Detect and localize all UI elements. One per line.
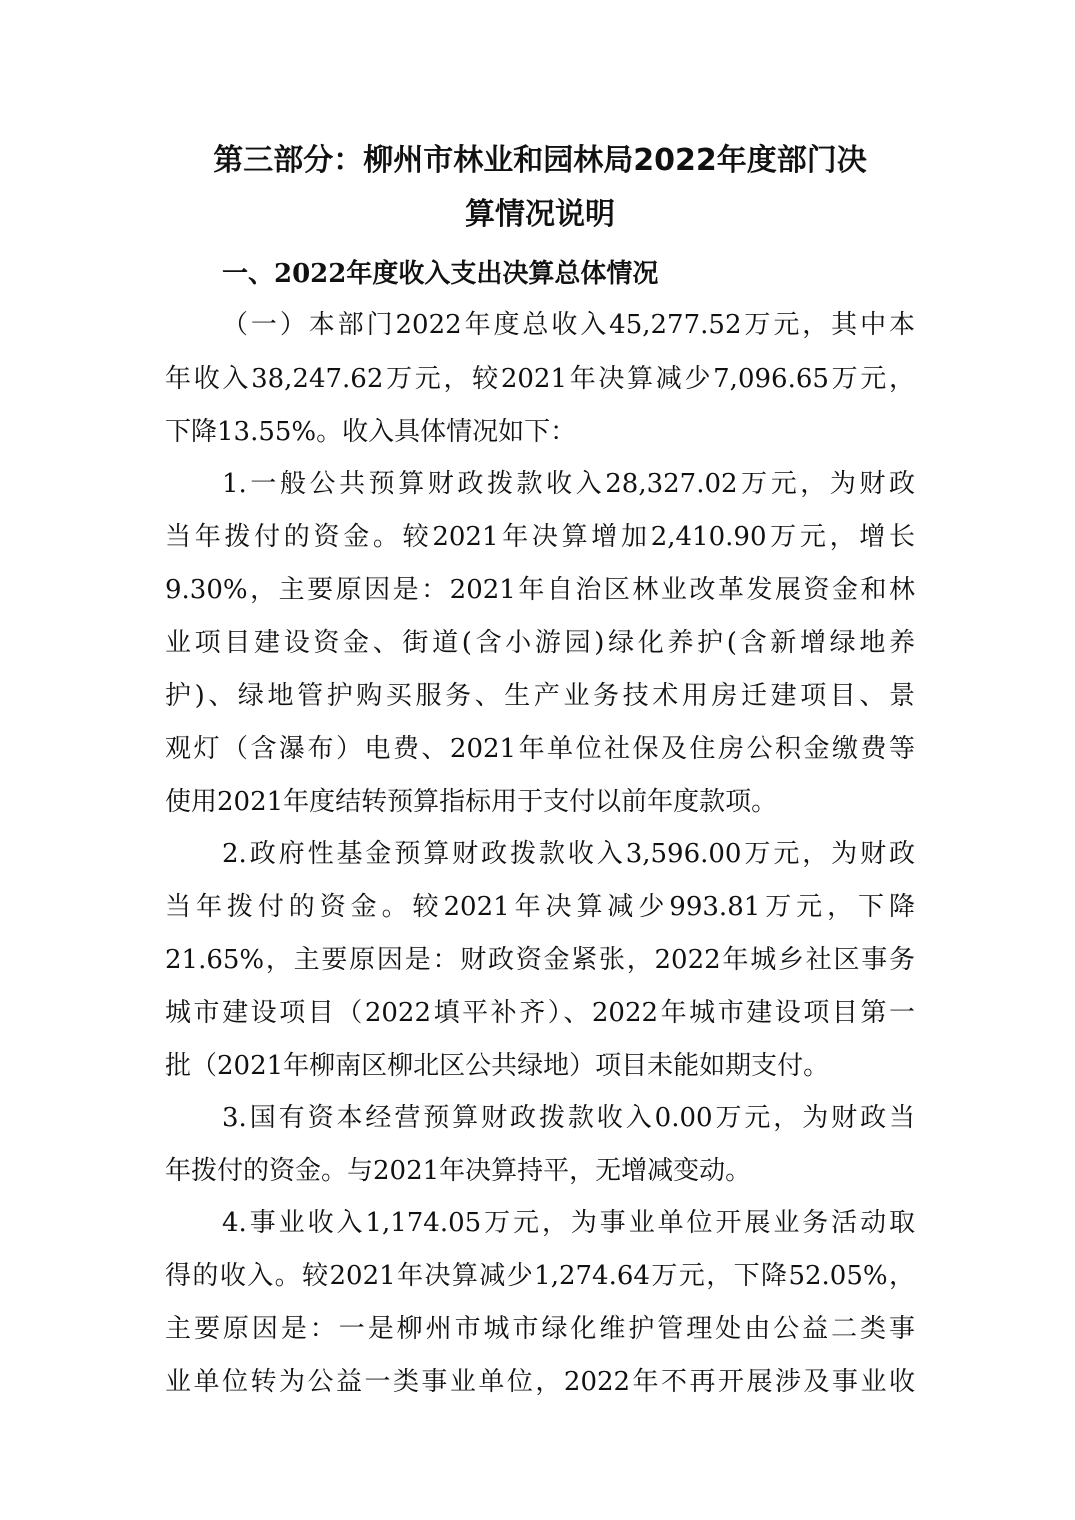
title-line-1: 第三部分：柳州市林业和园林局2022年度部门决 — [213, 143, 867, 178]
paragraph-line: 护)、绿地管护购买服务、生产业务技术用房迁建项目、景 — [165, 681, 915, 711]
paragraph-line: 业项目建设资金、街道(含小游园)绿化养护(含新增绿地养 — [165, 628, 915, 658]
paragraph-line: 当年拨付的资金。较2021年决算增加2,410.90万元，增长 — [165, 522, 915, 552]
paragraph-line: 9.30%，主要原因是：2021年自治区林业改革发展资金和林 — [165, 575, 915, 605]
paragraph-line: 业单位转为公益一类事业单位，2022年不再开展涉及事业收 — [165, 1367, 915, 1397]
title-line-2: 算情况说明 — [465, 197, 615, 232]
paragraph-line: 3.国有资本经营预算财政拨款收入0.00万元，为财政当 — [222, 1103, 915, 1133]
paragraph-line: 批（2021年柳南区柳北区公共绿地）项目未能如期支付。 — [165, 1051, 830, 1081]
paragraph-line: 4.事业收入1,174.05万元，为事业单位开展业务活动取 — [222, 1208, 915, 1238]
paragraph-line: 主要原因是：一是柳州市城市绿化维护管理处由公益二类事 — [165, 1314, 915, 1344]
paragraph-line: 当年拨付的资金。较2021年决算减少993.81万元，下降 — [165, 892, 915, 922]
paragraph-line: 年收入38,247.62万元，较2021年决算减少7,096.65万元， — [165, 364, 915, 394]
paragraph-line: 观灯（含瀑布）电费、2021年单位社保及住房公积金缴费等 — [165, 734, 915, 764]
paragraph-line: 使用2021年度结转预算指标用于支付以前年度款项。 — [165, 787, 778, 817]
paragraph-line: 下降13.55%。收入具体情况如下： — [165, 417, 577, 447]
paragraph-line: （一）本部门2022年度总收入45,277.52万元，其中本 — [222, 310, 915, 340]
paragraph-line: 2.政府性基金预算财政拨款收入3,596.00万元，为财政 — [222, 839, 915, 869]
paragraph-line: 得的收入。较2021年决算减少1,274.64万元，下降52.05%， — [165, 1261, 915, 1291]
paragraph-line: 21.65%，主要原因是：财政资金紧张，2022年城乡社区事务 — [165, 945, 915, 975]
section-heading: 一、2022年度收入支出决算总体情况 — [222, 259, 659, 289]
paragraph-line: 年拨付的资金。与2021年决算持平，无增减变动。 — [165, 1156, 752, 1186]
paragraph-line: 1.一般公共预算财政拨款收入28,327.02万元，为财政 — [222, 469, 915, 499]
page-title — [165, 134, 915, 242]
paragraph-line: 城市建设项目（2022填平补齐）、2022年城市建设项目第一 — [165, 998, 915, 1028]
